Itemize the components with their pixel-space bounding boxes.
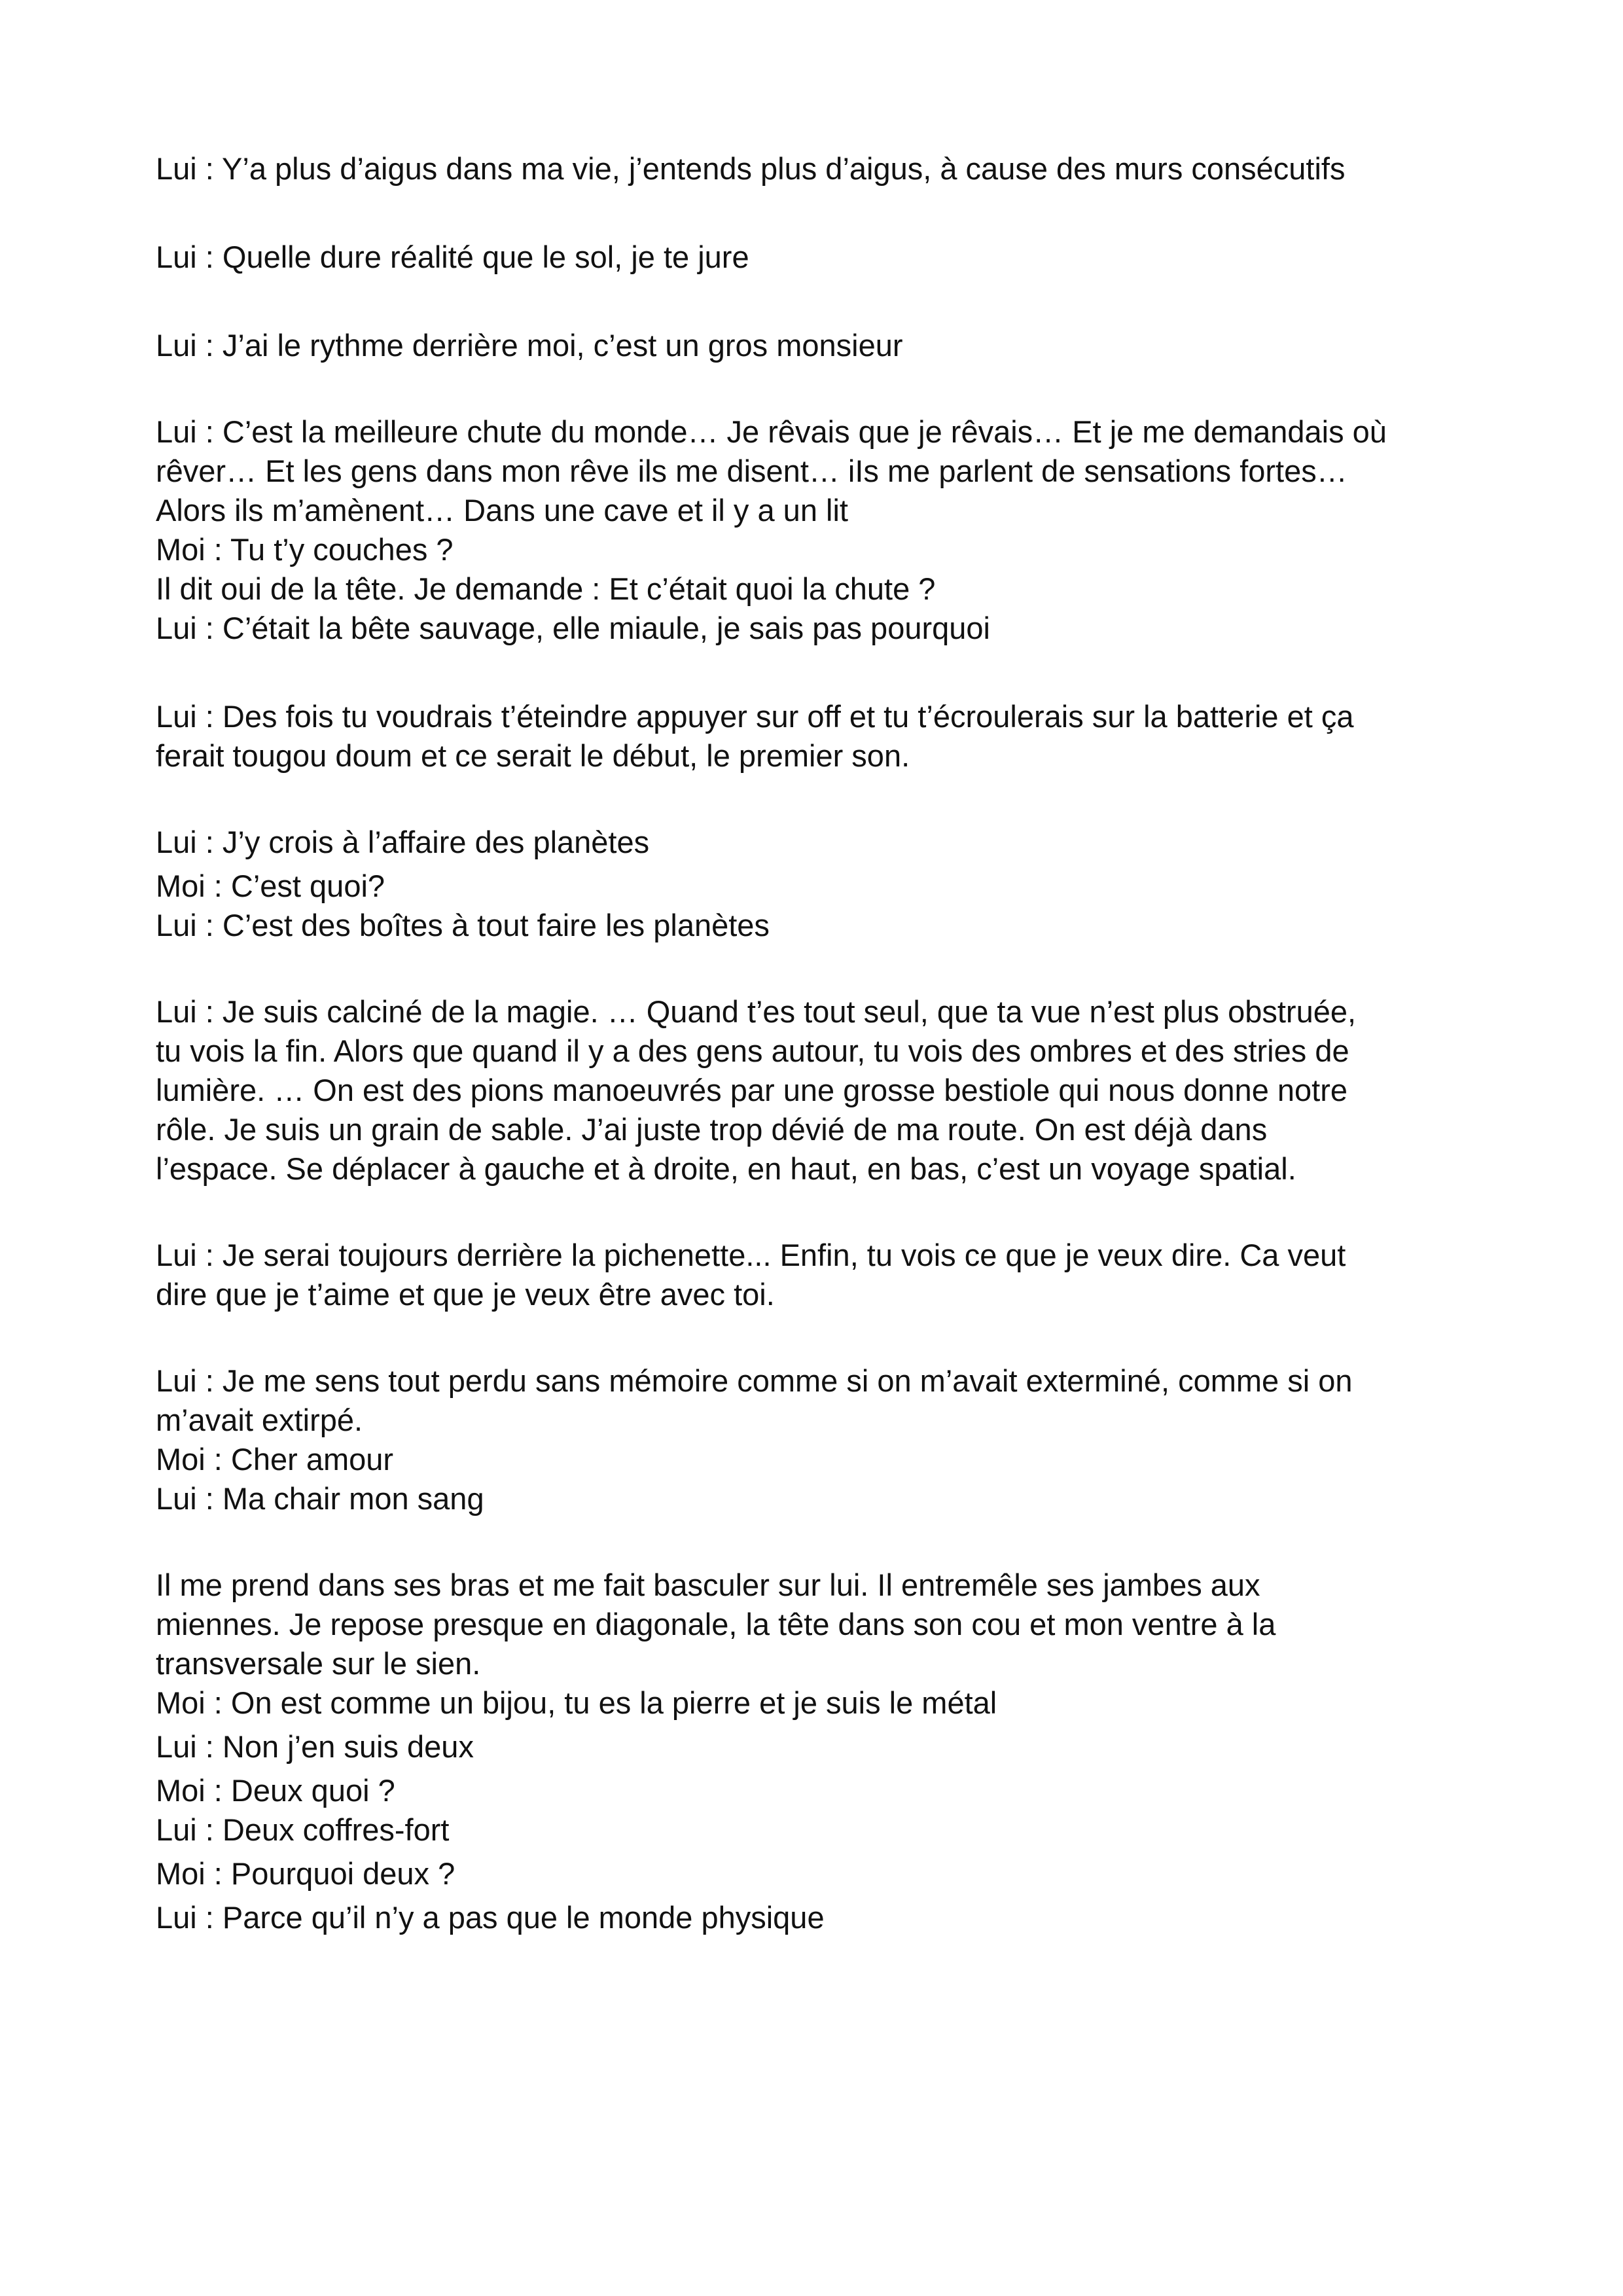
text-line: dire que je t’aime et que je veux être avec toi.	[156, 1277, 775, 1312]
paragraph	[156, 1236, 1510, 1314]
text-line: Moi : Tu t’y couches ?	[156, 532, 454, 567]
text-line: Lui : Je serai toujours derrière la pichenette... Enfin, tu vois ce que je veux dire. Ca veut	[156, 1238, 1346, 1272]
text-line: Lui : Non j’en suis deux	[156, 1729, 474, 1764]
text-line: Moi : Pourquoi deux ?	[156, 1856, 455, 1891]
text-line: Lui : J’y crois à l’affaire des planètes	[156, 825, 650, 859]
text-line: Lui : C’était la bête sauvage, elle miaule, je sais pas pourquoi	[156, 611, 990, 645]
text-line: ferait tougou doum et ce serait le début, le premier son.	[156, 738, 910, 773]
text-line: Lui : Je suis calciné de la magie. … Quand t’es tout seul, que ta vue n’est plus obstruée,	[156, 994, 1357, 1029]
text-line: Lui : Je me sens tout perdu sans mémoire comme si on m’avait exterminé, comme si on	[156, 1363, 1353, 1398]
text-line: Alors ils m’amènent… Dans une cave et il y a un lit	[156, 493, 848, 528]
text-line: l’espace. Se déplacer à gauche et à droite, en haut, en bas, c’est un voyage spatial.	[156, 1151, 1296, 1186]
paragraph	[156, 238, 1510, 277]
paragraph	[156, 1361, 1510, 1518]
text-line: Moi : Cher amour	[156, 1442, 394, 1477]
document-body	[156, 149, 1510, 1937]
text-line: Il dit oui de la tête. Je demande : Et c’était quoi la chute ?	[156, 571, 936, 606]
paragraph	[156, 697, 1510, 776]
text-line: m’avait extirpé.	[156, 1403, 363, 1437]
text-line: Lui : C’est des boîtes à tout faire les planètes	[156, 908, 770, 942]
text-line: Il me prend dans ses bras et me fait basculer sur lui. Il entremêle ses jambes aux	[156, 1568, 1260, 1602]
paragraph	[156, 992, 1510, 1189]
text-line: Lui : Deux coffres-fort	[156, 1812, 450, 1847]
text-line: tu vois la fin. Alors que quand il y a des gens autour, tu vois des ombres et des stries de	[156, 1033, 1349, 1068]
text-line: Lui : Y’a plus d’aigus dans ma vie, j’entends plus d’aigus, à cause des murs consécutifs	[156, 151, 1346, 186]
paragraph	[156, 1566, 1510, 1937]
text-line: Lui : Ma chair mon sang	[156, 1481, 484, 1516]
paragraph	[156, 412, 1510, 648]
text-line: rêver… Et les gens dans mon rêve ils me disent… iIs me parlent de sensations fortes…	[156, 454, 1347, 488]
text-line: miennes. Je repose presque en diagonale, la tête dans son cou et mon ventre à la	[156, 1607, 1276, 1641]
text-line: Lui : Parce qu’il n’y a pas que le monde physique	[156, 1900, 825, 1935]
paragraph	[156, 326, 1510, 365]
text-line: Lui : J’ai le rythme derrière moi, c’est un gros monsieur	[156, 328, 903, 363]
paragraph	[156, 823, 1510, 945]
text-line: lumière. … On est des pions manoeuvrés par une grosse bestiole qui nous donne notre	[156, 1073, 1348, 1107]
text-line: Lui : C’est la meilleure chute du monde… Je rêvais que je rêvais… Et je me demandais où	[156, 414, 1387, 449]
paragraph	[156, 149, 1510, 188]
text-line: transversale sur le sien.	[156, 1646, 481, 1681]
text-line: Moi : Deux quoi ?	[156, 1773, 395, 1808]
text-line: Lui : Quelle dure réalité que le sol, je te jure	[156, 240, 749, 274]
text-line: Moi : On est comme un bijou, tu es la pierre et je suis le métal	[156, 1685, 997, 1720]
text-line: Lui : Des fois tu voudrais t’éteindre appuyer sur off et tu t’écroulerais sur la batterie et ça	[156, 699, 1354, 734]
text-line: rôle. Je suis un grain de sable. J’ai juste trop dévié de ma route. On est déjà dans	[156, 1112, 1268, 1147]
text-line: Moi : C’est quoi?	[156, 869, 385, 903]
